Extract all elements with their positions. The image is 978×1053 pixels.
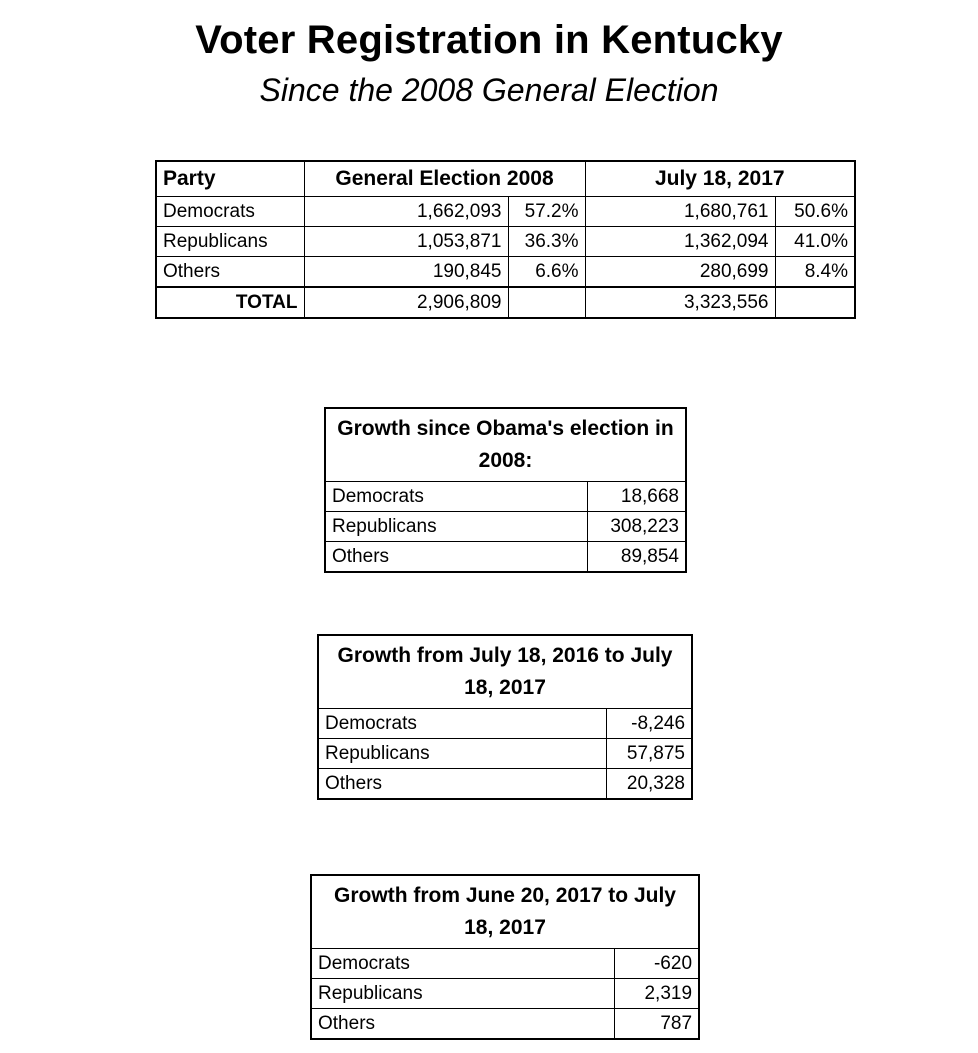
percent-2017: 50.6% — [775, 197, 855, 227]
growth-value: 57,875 — [606, 739, 692, 769]
total-2008: 2,906,809 — [304, 287, 508, 318]
empty-cell — [775, 287, 855, 318]
count-2008: 1,662,093 — [304, 197, 508, 227]
growth-table-title: Growth since Obama's election in 2008: — [325, 408, 686, 482]
total-2017: 3,323,556 — [585, 287, 775, 318]
percent-2008: 6.6% — [508, 257, 585, 288]
total-row — [156, 287, 855, 318]
percent-2008: 57.2% — [508, 197, 585, 227]
page-title: Voter Registration in Kentucky — [195, 18, 783, 62]
table-row — [318, 739, 692, 769]
table-row — [156, 227, 855, 257]
party-label: Democrats — [318, 709, 606, 739]
percent-2017: 41.0% — [775, 227, 855, 257]
table-row — [311, 1009, 699, 1040]
table-row — [318, 769, 692, 800]
count-2008: 1,053,871 — [304, 227, 508, 257]
party-label: Democrats — [311, 949, 614, 979]
growth-value: -8,246 — [606, 709, 692, 739]
header-july-2017: July 18, 2017 — [585, 161, 855, 197]
growth-value: 20,328 — [606, 769, 692, 800]
table-row — [311, 949, 699, 979]
growth-year-table — [317, 634, 693, 800]
growth-table-title: Growth from June 20, 2017 to July 18, 2017 — [311, 875, 699, 949]
table-row — [156, 257, 855, 288]
party-label: Democrats — [156, 197, 304, 227]
party-label: Others — [325, 542, 587, 573]
total-label: TOTAL — [156, 287, 304, 318]
growth-value: 18,668 — [587, 482, 686, 512]
registration-table — [155, 160, 856, 319]
percent-2017: 8.4% — [775, 257, 855, 288]
party-label: Republicans — [318, 739, 606, 769]
party-label: Others — [156, 257, 304, 288]
growth-value: -620 — [614, 949, 699, 979]
percent-2008: 36.3% — [508, 227, 585, 257]
growth-table-title: Growth from July 18, 2016 to July 18, 2017 — [318, 635, 692, 709]
party-label: Others — [311, 1009, 614, 1040]
table-header-row — [156, 161, 855, 197]
party-label: Others — [318, 769, 606, 800]
count-2017: 1,362,094 — [585, 227, 775, 257]
party-label: Republicans — [156, 227, 304, 257]
header-general-election-2008: General Election 2008 — [304, 161, 585, 197]
growth-value: 787 — [614, 1009, 699, 1040]
empty-cell — [508, 287, 585, 318]
table-row — [325, 482, 686, 512]
page-subtitle: Since the 2008 General Election — [259, 72, 719, 108]
growth-since-obama-table — [324, 407, 687, 573]
growth-month-table — [310, 874, 700, 1040]
count-2017: 1,680,761 — [585, 197, 775, 227]
party-label: Democrats — [325, 482, 587, 512]
party-label: Republicans — [311, 979, 614, 1009]
growth-value: 89,854 — [587, 542, 686, 573]
table-row — [311, 979, 699, 1009]
count-2008: 190,845 — [304, 257, 508, 288]
table-row — [325, 542, 686, 573]
count-2017: 280,699 — [585, 257, 775, 288]
table-row — [156, 197, 855, 227]
growth-value: 2,319 — [614, 979, 699, 1009]
header-party: Party — [156, 161, 304, 197]
table-row — [318, 709, 692, 739]
table-row — [325, 512, 686, 542]
growth-value: 308,223 — [587, 512, 686, 542]
party-label: Republicans — [325, 512, 587, 542]
